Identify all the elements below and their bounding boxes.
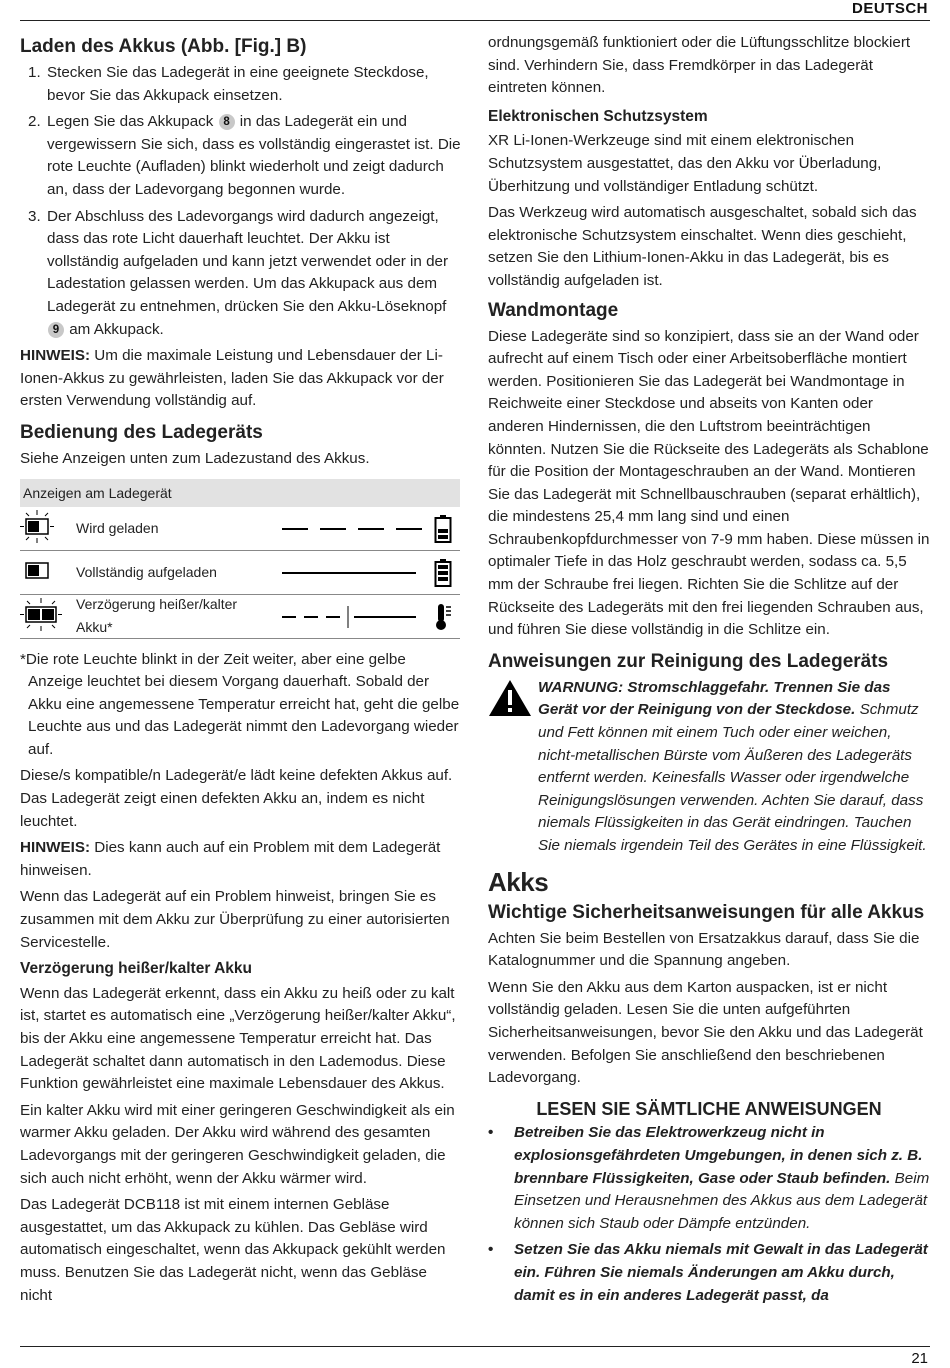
step-text-pre: Legen Sie das Akkupack (47, 113, 218, 131)
indicator-row-full (20, 551, 460, 595)
bullet-body: Beim Einsetzen und Herausnehmen des Akkus aus dem Ladegerät können sich Staub oder Dämpfe entzünden. (514, 1169, 930, 1232)
service-text: Wenn das Ladegerät auf ein Problem hinweist, bringen Sie es zusammen mit dem Akku zur Überprüfung zu einer autorisierten Servicestelle. (20, 888, 450, 951)
pattern-dashed-solid-icon (282, 595, 432, 639)
warning-bold: WARNUNG: Stromschlaggefahr. Trennen Sie das Gerät vor der Reinigung von der Steckdose. (538, 678, 891, 719)
header-rule (20, 20, 930, 21)
led-blink-both-icon (20, 594, 76, 638)
led-red-icon (20, 550, 76, 594)
indicator-row-charging (20, 507, 460, 551)
charging-steps (20, 62, 462, 341)
note-2 (20, 837, 462, 882)
step-3 (20, 206, 462, 342)
left-column (20, 32, 462, 1311)
cleaning-title: Anweisungen zur Reinigung des Ladegeräts (488, 650, 889, 672)
note-text: Dies kann auch auf ein Problem mit dem Ladegerät hinweisen. (20, 839, 441, 879)
step-text-pre: Der Abschluss des Ladevorgangs wird dadurch angezeigt, dass das rote Licht dauerhaft leuchtet. Der Akku ist vollständig aufgeladen und kann jetzt verwendet oder in der Ladestation gelassen werden. Um das Akkupack aus dem Ladegerät zu entnehmen, drücken Sie den Akku-Löseknopf (47, 207, 449, 315)
wall-mount-paragraph: Diese Ladegeräte sind so konzipiert, dass sie an der Wand oder aufrecht auf einem Tisch oder einer Arbeitsoberfläche montiert werden. Positionieren Sie das Ladegerät bei Wandmontage in Reichweite einer Steckdose und abseits von Kanten oder anderen Hindernissen, die den Luftstrom beeinträchtigen könnten. Nutzen Sie die Rückseite des Ladegeräts als Schablone für die Position der Montageschrauben an der Wand. Montieren Sie das Ladegerät mit Schnellbauschrauben (separat erhältlich), die mindestens 25,4 mm lang sind und einen Schraubenkopfdurchmesser von 7-9 mm haben. Diese müssen in optimaler Tiefe in das Holz geschraubt werden, sodass ca. 5,5 mm der Schraube frei liegen. Richten Sie die Schlitze auf der Rückseite des Ladegeräts mit den frei liegenden Schrauben aus, und führen Sie diese vollständig in die Schlitze ein. (488, 327, 930, 639)
wall-mount-title: Wandmontage (488, 299, 619, 321)
warning-body: Schmutz und Fett können mit einem Tuch oder einer weichen, nicht-metallischen Bürste vom Äußeren des Ladegeräts entfernt werden. Keinesfalls Wasser oder irgendwelche Reinigungslösungen verwenden. Achten Sie darauf, dass niemals Flüssigkeiten in das Gerät eindringen. Tauchen Sie niemals irgendein Teil des Gerätes in eine Flüssigkeit. (538, 701, 927, 854)
step-text: Stecken Sie das Ladegerät in eine geeignete Steckdose, bevor Sie das Akkupack einsetzen. (47, 64, 429, 104)
page-number: 21 (911, 1350, 928, 1367)
led-blink-red-icon (20, 506, 76, 550)
step-2 (20, 111, 462, 201)
continued-text: ordnungsgemäß funktioniert oder die Lüftungsschlitze blockiert sind. Verhindern Sie, dass Fremdkörper in das Ladegerät eintreten können. (488, 34, 911, 97)
delay-paragraph-2: Ein kalter Akku wird mit einer geringeren Geschwindigkeit als ein warmer Akku geladen. Der Akku wird während des gesamten Ladevorgangs mit der geringeren Geschwindigkeit geladen, die sich auch nicht erhöht, wenn der Akku wärmer wird. (20, 1101, 455, 1187)
battery-full-icon (434, 559, 452, 587)
part-ref-badge: 9 (48, 322, 64, 338)
step-text (47, 206, 462, 342)
step-number: 2. (28, 113, 41, 131)
safety-title: Wichtige Sicherheitsanweisungen für alle Akkus (488, 901, 925, 923)
step-text (47, 111, 462, 201)
read-all-title: LESEN SIE SÄMTLICHE ANWEISUNGEN (536, 1098, 882, 1119)
safety-bullet-2 (488, 1239, 930, 1307)
esys-paragraph-1: XR Li-Ionen-Werkzeuge sind mit einem elektronischen Schutzsystem ausgestattet, das den Akku vor Überladung, Überhitzung und vollständiger Entladung schützt. (488, 132, 882, 195)
step-number: 1. (28, 64, 41, 81)
indicator-label: Verzögerung heißer/kalter Akku* (76, 596, 238, 635)
indicator-table-header: Anzeigen am Ladegerät (20, 479, 460, 507)
safety-bullets (488, 1122, 930, 1307)
bullet-text (514, 1239, 930, 1307)
defect-text: Diese/s kompatible/n Ladegerät/e lädt keine defekten Akkus auf. Das Ladegerät zeigt einen defekten Akku an, indem es nicht leuchtet. (20, 767, 453, 830)
step-text-post: am Akkupack. (65, 320, 164, 338)
bullet-mark: • (488, 1241, 494, 1259)
cleaning-warning (488, 677, 930, 858)
thermometer-icon (434, 603, 452, 631)
bullet-mark: • (488, 1124, 494, 1142)
bullet-text (514, 1122, 930, 1235)
indicator-row-delay (20, 595, 460, 639)
indicator-label: Wird geladen (76, 519, 159, 536)
star-note: *Die rote Leuchte blinkt in der Zeit weiter, aber eine gelbe Anzeige leuchtet bei diesem Vorgang dauerhaft. Sobald der Akku eine angemessene Temperatur erreicht hat, geht die gelbe Leuchte aus und das Ladegerät nimmt den Ladevorgang wieder auf. (20, 650, 460, 758)
right-column (488, 32, 930, 1311)
safety-paragraph-2: Wenn Sie den Akku aus dem Karton auspacken, ist er nicht vollständig geladen. Lesen Sie die unten aufgeführten Sicherheitsanweisungen, bevor Sie den Akku und das Ladegerät verwenden. Befolgen Sie anschließend den beschriebenen Ladevorgang. (488, 978, 923, 1087)
pattern-dashed-icon (282, 507, 432, 551)
step-text-post: in das Ladegerät ein und vergewissern Sie sich, dass es vollständig eingerastet ist. Die rote Leuchte (Aufladen) blinkt wiederholt und zeigt dadurch an, dass der Ladevorgang begonnen wurde. (47, 113, 461, 198)
akks-title: Akks (488, 866, 549, 897)
footer-rule (20, 1346, 930, 1347)
bullet-bold: Betreiben Sie das Elektrowerkzeug nicht in explosionsgefährdeten Umgebungen, in denen sich z. B. brennbare Flüssigkeiten, Gase oder Staub befinden. (514, 1124, 923, 1187)
safety-bullet-1 (488, 1122, 930, 1235)
delay-title: Verzögerung heißer/kalter Akku (20, 960, 253, 978)
delay-paragraph-1: Wenn das Ladegerät erkennt, dass ein Akku zu heiß oder zu kalt ist, startet es automatisch eine „Verzögerung heißer/kalter Akku“, bis der Akku eine angemessene Temperatur erreicht hat. Das Ladegerät schaltet dann automatisch in den Lademodus. Diese Funktion gewährleistet eine maximale Lebensdauer des Akkus. (20, 984, 456, 1093)
step-1 (20, 62, 462, 107)
operation-title: Bedienung des Ladegeräts (20, 421, 263, 443)
battery-charging-icon (434, 515, 452, 543)
indicator-table (20, 479, 460, 639)
part-ref-badge: 8 (219, 114, 235, 130)
safety-paragraph-1: Achten Sie beim Bestellen von Ersatzakkus darauf, dass Sie die Katalognummer und die Spannung angeben. (488, 929, 920, 970)
operation-text: Siehe Anzeigen unten zum Ladezustand des Akkus. (20, 449, 370, 467)
note-label: HINWEIS: (20, 347, 91, 365)
warning-triangle-icon (488, 677, 538, 858)
warning-text (538, 677, 930, 858)
note-text: Um die maximale Leistung und Lebensdauer der Li-Ionen-Akkus zu gewährleisten, laden Sie das Akkupack vor der ersten Verwendung vollständig auf. (20, 347, 444, 410)
note-1 (20, 345, 462, 413)
pattern-solid-icon (282, 551, 432, 595)
delay-paragraph-3: Das Ladegerät DCB118 ist mit einem internen Gebläse ausgestattet, um das Akkupack zu kühlen. Das Gebläse wird automatisch eingeschaltet, wenn das Akkupack gekühlt werden muss. Benutzen Sie das Ladegerät nicht, wenn das Gebläse nicht (20, 1196, 446, 1304)
indicator-label: Vollständig aufgeladen (76, 563, 217, 580)
header-language: DEUTSCH (851, 0, 928, 17)
step-number: 3. (28, 207, 41, 225)
esys-title: Elektronischen Schutzsystem (488, 107, 708, 125)
bullet-bold: Setzen Sie das Akku niemals mit Gewalt in das Ladegerät ein. Führen Sie niemals Änderungen am Akku durch, damit es in ein anderes Ladegerät passt, da (514, 1241, 928, 1304)
note-label: HINWEIS: (20, 839, 91, 857)
esys-paragraph-2: Das Werkzeug wird automatisch ausgeschaltet, sobald sich das elektronische Schutzsystem einschaltet. Wenn dies geschieht, setzen Sie den Lithium-Ionen-Akku in das Ladegerät, bis es vollständig aufgeladen ist. (488, 204, 917, 289)
charging-title: Laden des Akkus (Abb. [Fig.] B) (20, 36, 307, 57)
